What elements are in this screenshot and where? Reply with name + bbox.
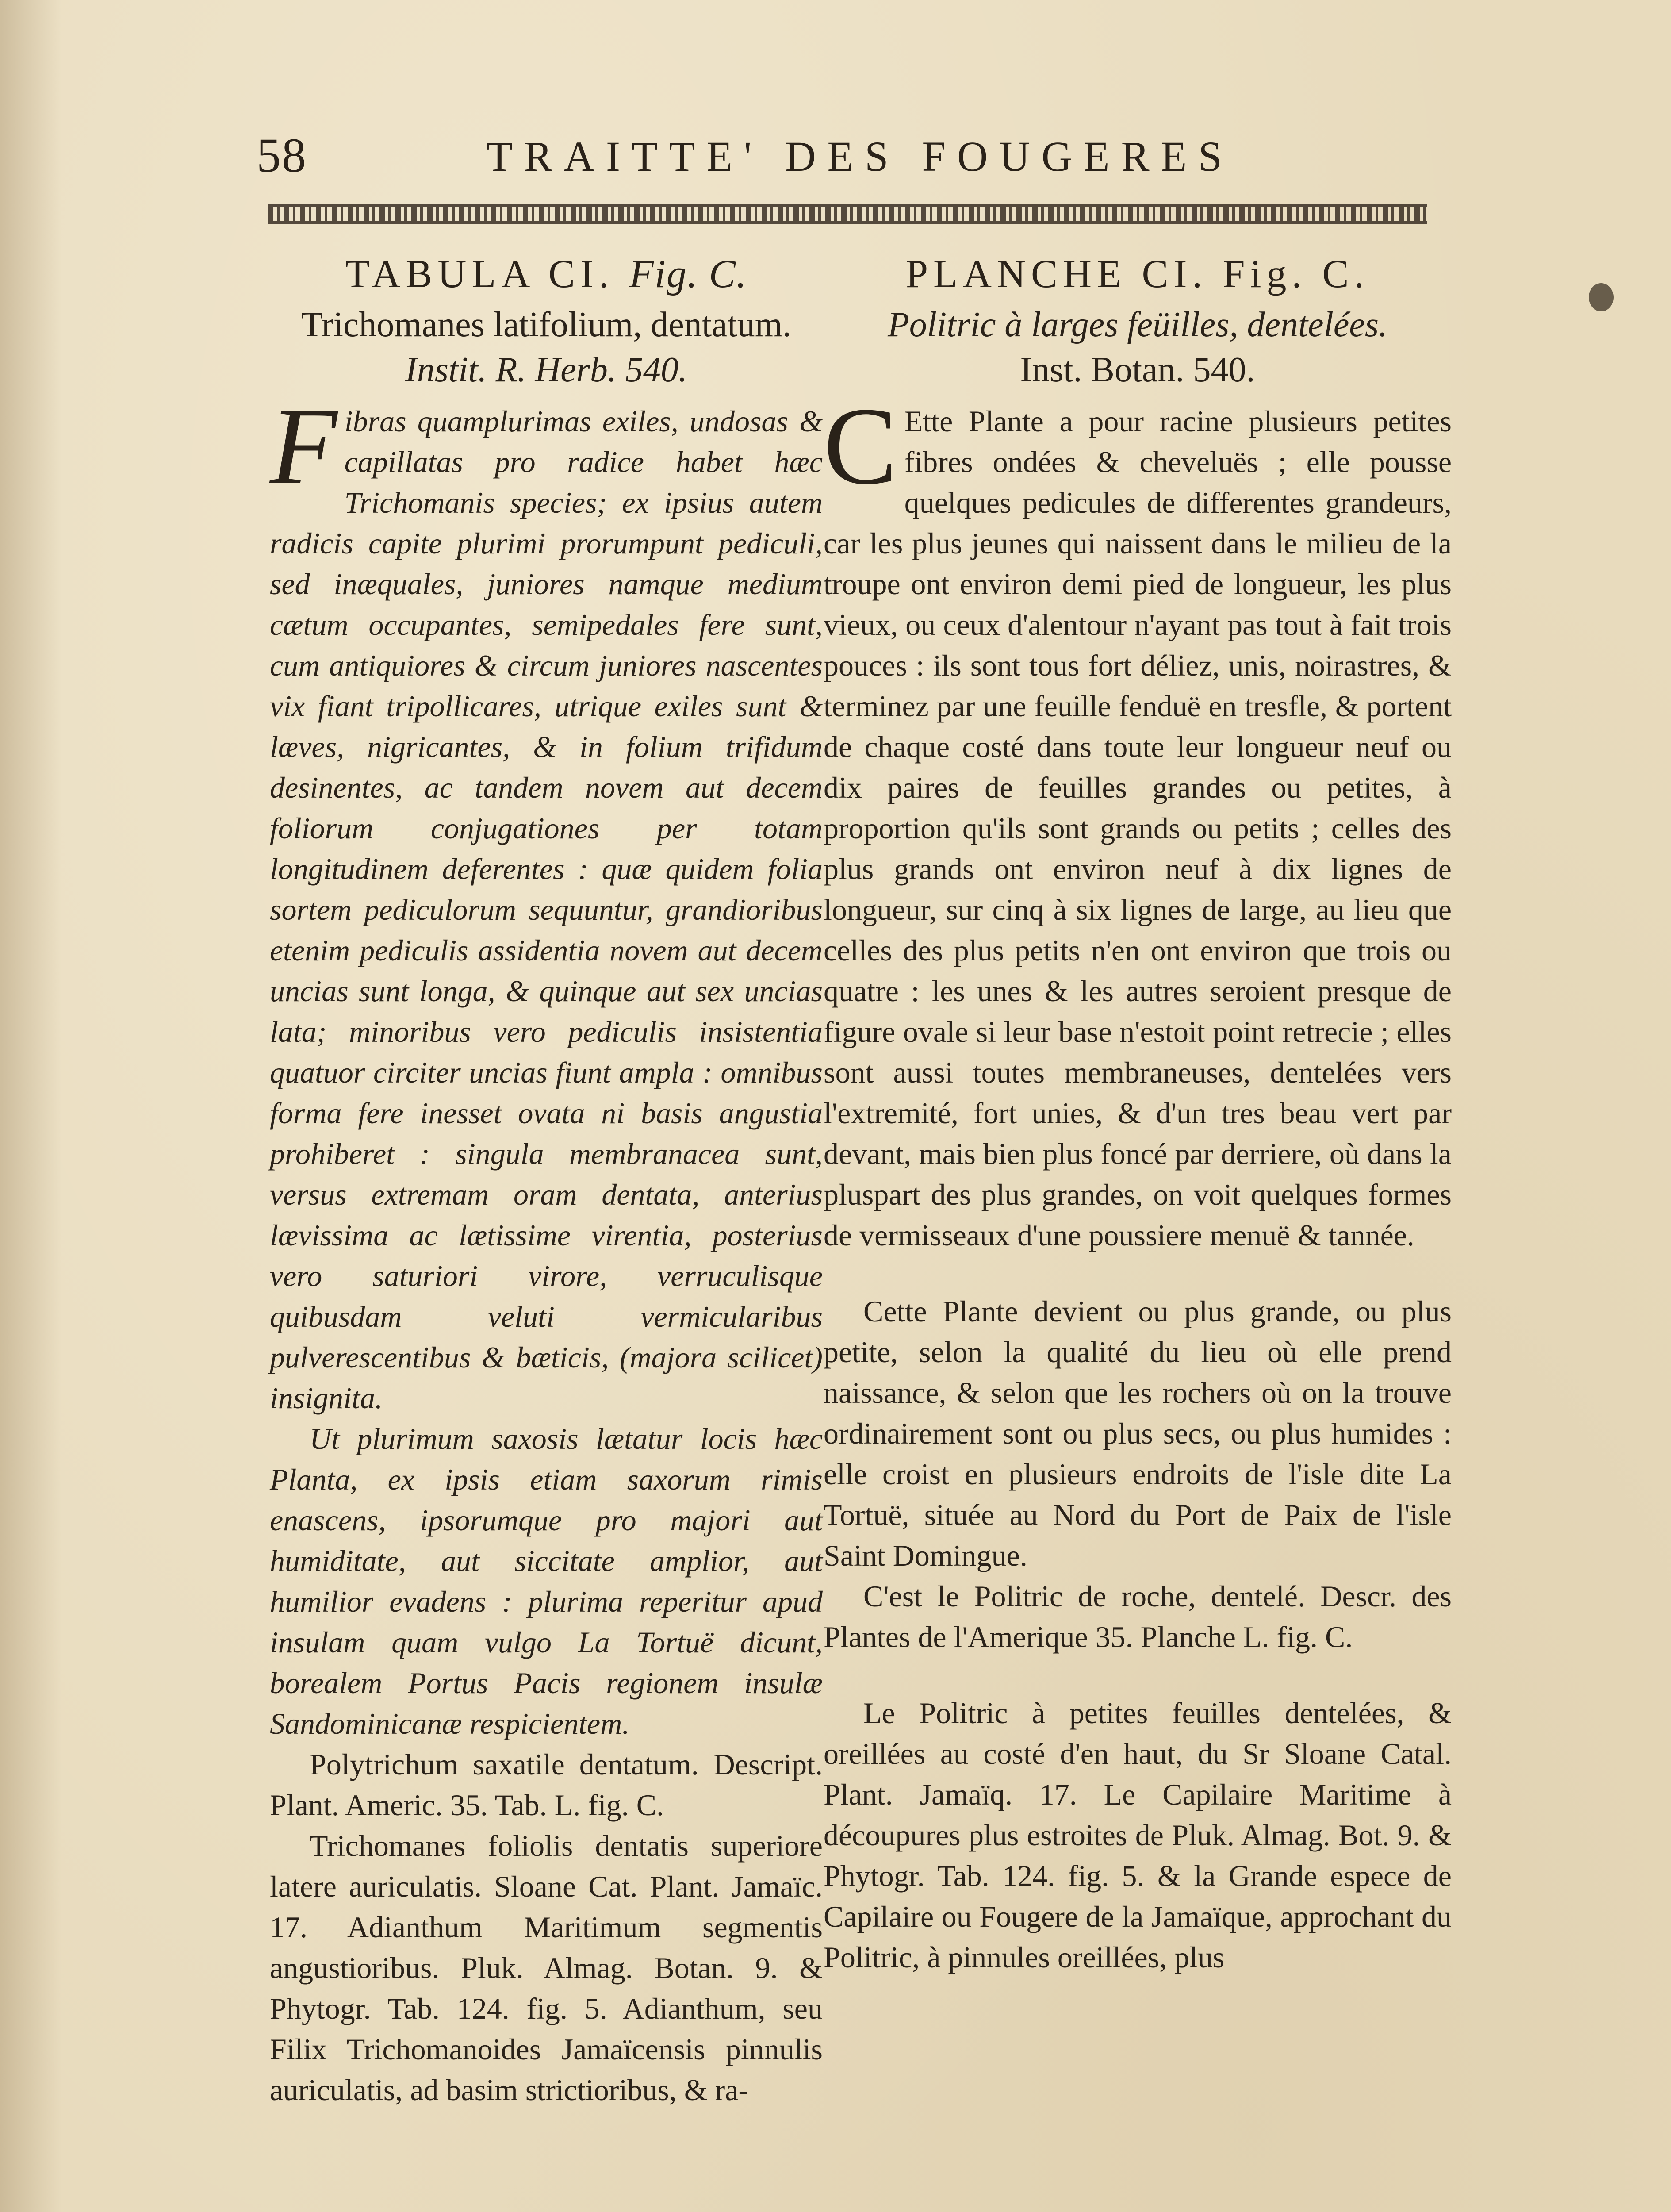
latin-dropcap: F [270, 385, 337, 507]
latin-paragraph-2: Ut plurimum saxosis lætatur locis hæc Planta, ex ipsis etiam saxorum rimis enascens, ipsorumque pro majori aut humiditate, aut siccitate amplior, aut humilior evadens : plurima reperitur apud insulam quam vulgo La Tortuë dicunt, borealem Portus Pacis regionem insulæ Sandominicanæ respicientem. [270, 1422, 823, 1740]
french-subtitle-1 [824, 303, 1452, 346]
latin-heading [270, 248, 823, 301]
paragraph-gap [824, 1256, 1452, 1291]
latin-paragraph-1-text: ibras quamplurimas exiles, undosas & capillatas pro radice habet hæc Trichomanis species; ex ipsius autem radicis capite plurimi prorumpunt pediculi, sed inæquales, juniores namque medium cætum occupantes, semipedales fere sunt, cum antiquiores & circum juniores nascentes vix fiant tripollicares, utrique exiles sunt & læves, nigricantes, & in folium trifidum desinentes, ac tandem novem aut decem foliorum conjugationes per totam longitudinem deferentes : quæ quidem folia sortem pediculorum sequuntur, grandioribus etenim pediculis assidentia novem aut decem uncias sunt longa, & quinque aut sex uncias lata; minoribus vero pediculis insistentia quatuor circiter uncias fiunt ampla : omnibus forma fere inesset ovata ni basis angustia prohiberet : singula membranacea sunt, versus extremam oram dentata, anterius lævissima ac lætissime virentia, posterius vero saturiori virore, verruculisque quibusdam veluti vermicularibus pulverescentibus & bæticis, (majora scilicet) insignita. [270, 404, 823, 1415]
french-paragraph-4: Le Politric à petites feuilles dentelées, & oreillées au costé d'en haut, du Sr Sloane Catal. Plant. Jamaïq. 17. Le Capilaire Maritime à découpures plus estroites de Pluk. Almag. Bot. 9. & Phytogr. Tab. 124. fig. 5. & la Grande espece de Capilaire ou Fougere de la Jamaïque, approchant du Politric, à pinnules oreillées, plus [824, 1696, 1452, 1974]
page-header [0, 127, 1671, 203]
paragraph-gap [824, 1657, 1452, 1693]
latin-heading-title: TABULA CI. [345, 252, 614, 296]
latin-column [270, 248, 823, 2110]
latin-subtitle-2-text: Instit. R. Herb. 540. [405, 350, 687, 389]
latin-paragraph-1 [270, 385, 823, 1418]
french-heading: PLANCHE CI. Fig. C. [905, 252, 1370, 296]
french-paragraph-1 [824, 385, 1452, 1256]
french-body [824, 385, 1452, 1978]
ink-stain [1589, 283, 1614, 311]
french-paragraph-1-text: Ette Plante a pour racine plusieurs petites fibres ondées & cheveluës ; elle pousse quelques pedicules de differentes grandeurs, car les plus jeunes qui naissent dans le milieu de la troupe ont environ demi pied de longueur, les plus vieux, ou ceux d'alentour n'ayant pas tout à fait trois pouces : ils sont tous fort déliez, unis, noirastres, & terminez par une feuille fenduë en tresfle, & portent de chaque costé dans toute leur longueur neuf ou dix paires de feuilles grandes ou petites, à proportion qu'ils sont grands ou petits ; celles des plus grands ont environ neuf à dix lignes de longueur, sur cinq à six lignes de large, au lieu que celles des plus petits n'en ont environ que trois ou quatre : les unes & les autres seroient presque de figure ovale si leur base n'estoit point retrecie ; elles sont aussi toutes membraneuses, dentelées vers l'extremité, fort unies, & d'un tres beau vert par devant, mais bien plus foncé par derriere, où dans la pluspart des plus grandes, on voit quelques formes de vermisseaux d'une poussiere menuë & tannée. [824, 404, 1452, 1252]
french-paragraph-2: Cette Plante devient ou plus grande, ou plus petite, selon la qualité du lieu où elle prend naissance, & selon que les rochers où on la trouve ordinairement sont ou plus secs, ou plus humides : elle croist en plusieurs endroits de l'isle dite La Tortuë, située au Nord du Port de Paix de l'isle Saint Domingue. [824, 1294, 1452, 1572]
running-title: TRAITTE' DES FOUGERES [487, 133, 1234, 180]
latin-heading-fig: Fig. C. [629, 252, 747, 296]
gutter-shadow [0, 0, 62, 2212]
latin-paragraph-4: Trichomanes foliolis dentatis superiore latere auriculatis. Sloane Cat. Plant. Jamaïc. 17. Adianthum Maritimum segmentis angustioribus. Pluk. Almag. Botan. 9. & Phytogr. Tab. 124. fig. 5. Adianthum, seu Filix Trichomanoides Jamaïcensis pinnulis auriculatis, ad basim strictioribus, & ra- [270, 1829, 823, 2107]
french-paragraph-3: C'est le Politric de roche, dentelé. Descr. des Plantes de l'Amerique 35. Planche L. fig. C. [824, 1579, 1452, 1654]
latin-body [270, 385, 823, 2110]
latin-subtitle-1: Trichomanes latifolium, dentatum. [301, 305, 791, 344]
latin-paragraph-3: Polytrichum saxatile dentatum. Descript. Plant. Americ. 35. Tab. L. fig. C. [270, 1747, 823, 1822]
french-subtitle-2: Inst. Botan. 540. [1020, 350, 1255, 389]
page-number: 58 [257, 128, 307, 182]
ornamental-rule [268, 204, 1427, 224]
latin-subtitle-2 [270, 349, 823, 391]
french-dropcap: C [824, 385, 897, 507]
french-subtitle-1-text: Politric à larges feüilles, dentelées. [887, 305, 1388, 344]
french-column [824, 248, 1452, 1978]
